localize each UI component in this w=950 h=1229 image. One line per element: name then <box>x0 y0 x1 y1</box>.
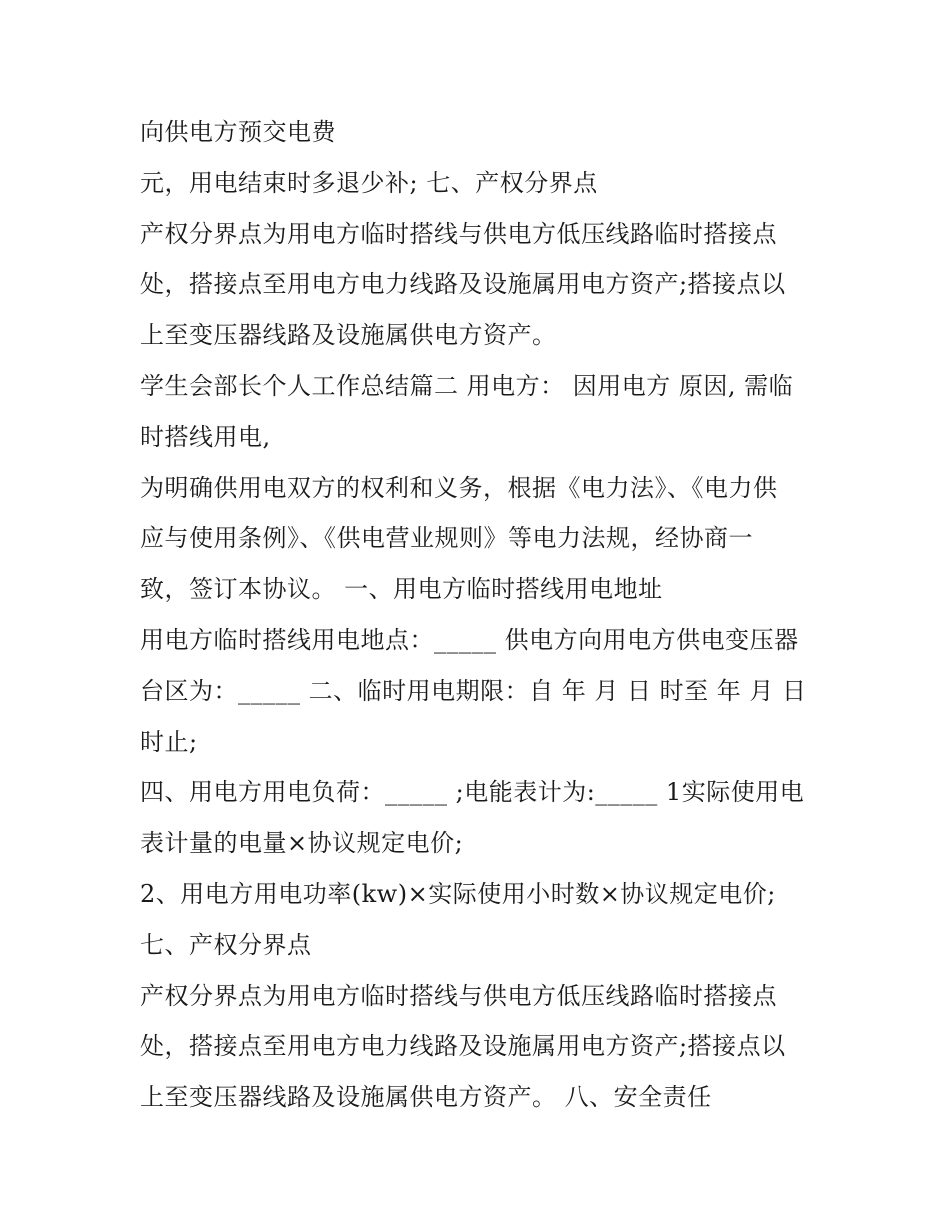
text-line: 四、用电方用电负荷：_____ ;电能表计为:_____ 1实际使用电 <box>140 778 805 807</box>
text-line: 处，搭接点至用电方电力线路及设施属用电方资产;搭接点以 <box>140 270 786 299</box>
text-line: 表计量的电量×协议规定电价; <box>140 829 464 858</box>
text-line: 上至变压器线路及设施属供电方资产。 <box>140 321 557 350</box>
text-line: 向供电方预交电费 <box>140 118 336 146</box>
text-line: 应与使用条例》、《供电营业规则》等电力法规，经协商一 <box>140 524 753 553</box>
text-line: 时搭线用电, <box>140 422 271 451</box>
text-line: 产权分界点为用电方临时搭线与供电方低压线路临时搭接点 <box>140 981 777 1010</box>
text-line: 处，搭接点至用电方电力线路及设施属用电方资产;搭接点以 <box>140 1032 786 1061</box>
text-line: 致，签订本协议。 一、用电方临时搭线用电地址 <box>140 575 663 604</box>
text-line: 七、产权分界点 <box>140 930 312 959</box>
text-line: 上至变压器线路及设施属供电方资产。 八、安全责任 <box>140 1083 712 1112</box>
text-line: 元，用电结束时多退少补; 七、产权分界点 <box>140 168 598 197</box>
text-line: 为明确供用电双方的权利和义务，根据《电力法》、《电力供 <box>140 473 778 502</box>
text-line: 台区为：_____ 二、临时用电期限：自 年 月 日 时至 年 月 日 <box>140 676 807 705</box>
document-body <box>140 107 830 1123</box>
text-line: 产权分界点为用电方临时搭线与供电方低压线路临时搭接点 <box>140 219 777 248</box>
text-line: 2、用电方用电功率(kw)×实际使用小时数×协议规定电价; <box>140 879 776 908</box>
text-line: 学生会部长个人工作总结篇二 用电方： 因用电方 原因, 需临 <box>140 371 794 400</box>
text-line: 用电方临时搭线用电地点：_____ 供电方向用电方供电变压器 <box>140 625 799 654</box>
text-line: 时止; <box>140 727 198 756</box>
